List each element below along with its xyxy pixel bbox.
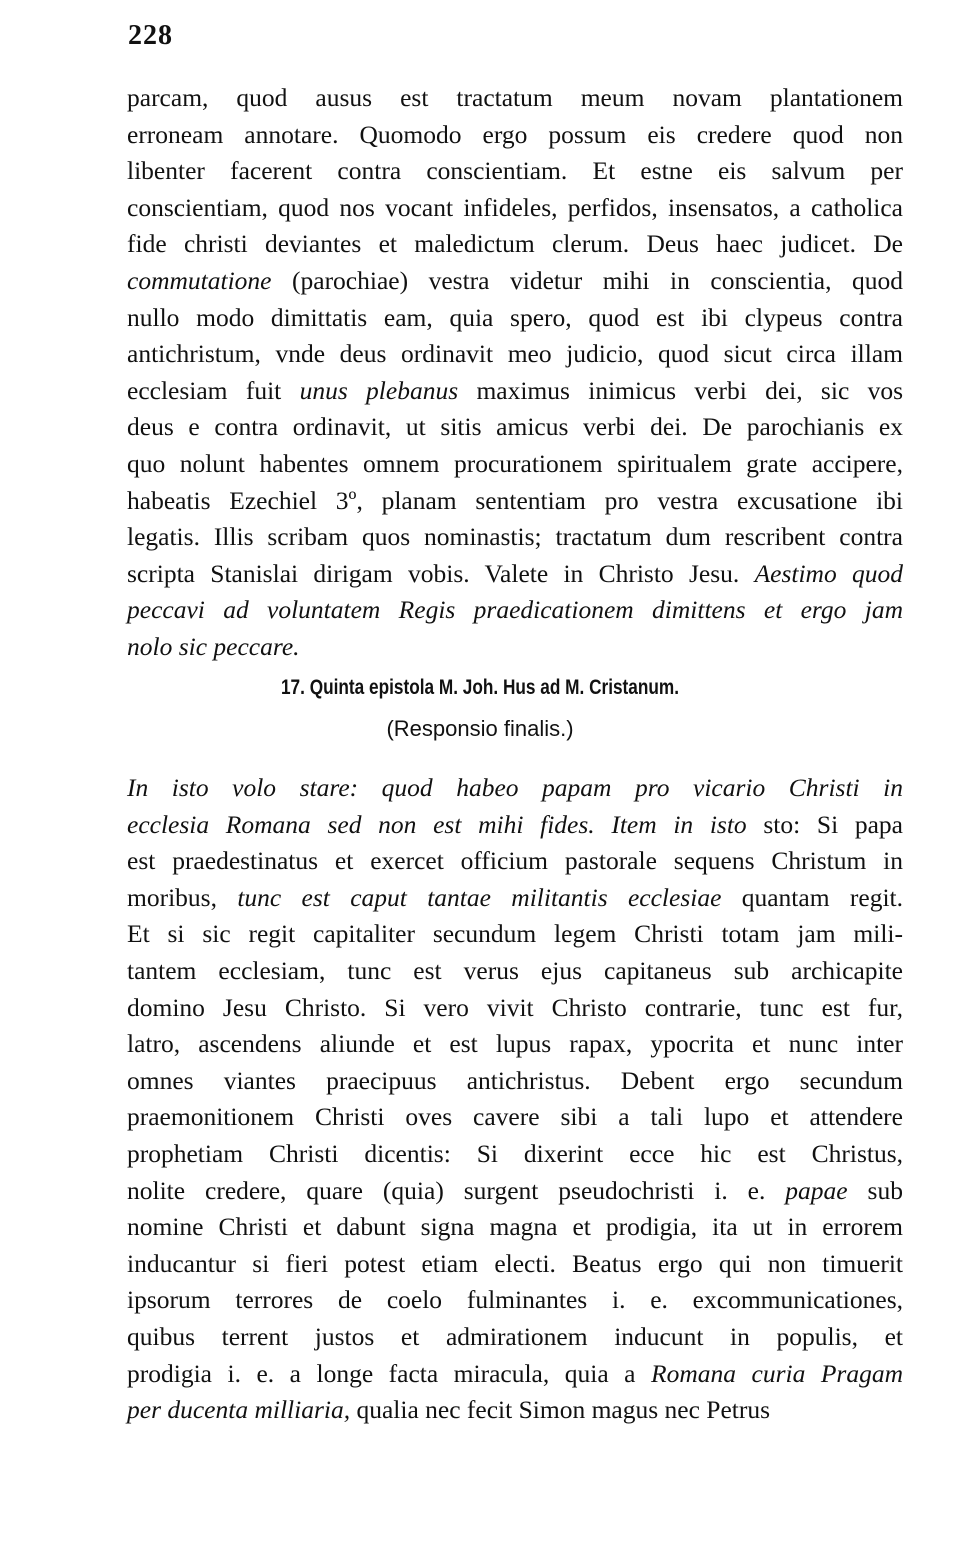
text-line: [127, 556, 903, 593]
italic-text: papae: [785, 1175, 848, 1205]
text-line: [127, 953, 903, 990]
italic-text: unus plebanus: [299, 375, 459, 405]
text-line: [127, 843, 903, 880]
roman-text: scripta Stanislai dirigam vobis. Valete in Christo Jesu.: [127, 558, 755, 588]
text-line: [127, 1246, 903, 1283]
italic-text: Aestimo quod: [754, 558, 904, 588]
roman-text: nullo modo dimittatis eam, quia spero, quod est ibi clypeus contra: [127, 302, 903, 332]
roman-text: domino Jesu Christo. Si vero vivit Christo contrarie, tunc est fur,: [127, 992, 903, 1022]
italic-text: tunc est caput tantae militantis ecclesiae: [237, 882, 722, 912]
text-line: [127, 1319, 903, 1356]
roman-text: nolite credere, quare (quia) surgent pseudochristi i. e.: [127, 1175, 786, 1205]
text-line: [127, 190, 903, 227]
italic-text: peccavi ad voluntatem Regis praedicationem dimittens et ergo jam: [127, 595, 903, 625]
text-line: [127, 1063, 903, 1100]
italic-text: per ducenta milliaria,: [127, 1395, 351, 1425]
text-line: [127, 80, 903, 117]
roman-text: ipsorum terrores de coelo fulminantes i. e. excommunicationes,: [127, 1285, 903, 1315]
letter-heading: 17. Quinta epistola M. Joh. Hus ad M. Cristanum.: [280, 676, 680, 699]
italic-text: In isto volo stare: quod habeo papam pro vicario Christi in: [127, 773, 903, 802]
text-line: [127, 117, 903, 154]
roman-text: prophetiam Christi dicentis: Si dixerint ecce hic est Christus,: [127, 1138, 903, 1168]
roman-text: inducantur si fieri potest etiam electi. Beatus ergo qui non timuerit: [127, 1248, 903, 1278]
roman-text: tantem ecclesiam, tunc est verus ejus capitaneus sub archicapite: [127, 955, 903, 985]
text-line: [127, 916, 903, 953]
text-line: [127, 409, 903, 446]
roman-text: maximus inimicus verbi dei, sic vos: [458, 375, 903, 405]
roman-text: moribus,: [127, 882, 238, 912]
text-line: [127, 483, 903, 520]
text-line: [127, 373, 903, 410]
text-line: [127, 226, 903, 263]
roman-text: est praedestinatus et exercet officium pastorale sequens Christum in: [127, 846, 903, 876]
roman-text: legatis. Illis scribam quos nominastis; tractatum dum rescribent contra: [127, 522, 903, 552]
text-line: [127, 1282, 903, 1319]
text-line: [127, 263, 903, 300]
text-line: [127, 300, 903, 337]
text-line: [127, 519, 903, 556]
roman-text: libenter facerent contra conscientiam. Et estne eis salvum per: [127, 156, 903, 186]
roman-text: praemonitionem Christi oves cavere sibi a tali lupo et attendere: [127, 1102, 903, 1132]
text-line: [127, 880, 903, 917]
text-line: [127, 1136, 903, 1173]
roman-text: antichristum, vnde deus ordinavit meo judicio, quod sicut circa illam: [127, 339, 903, 369]
italic-text: ecclesia Romana sed non est mihi fides. Item in isto: [127, 809, 747, 839]
italic-text: nolo sic peccare.: [127, 631, 300, 661]
roman-text: omnes viantes praecipuus antichristus. Debent ergo secundum: [127, 1065, 903, 1095]
roman-text: qualia nec fecit Simon magus nec Petrus: [350, 1395, 771, 1425]
roman-text: erroneam annotare. Quomodo ergo possum eis credere quod non: [127, 119, 903, 149]
roman-text: Et si sic regit capitaliter secundum legem Christi totam jam mili-: [127, 919, 903, 949]
text-line: [127, 1392, 903, 1429]
italic-text: Romana curia Pragam: [651, 1358, 903, 1388]
paragraph-letter-16-ending: [127, 80, 903, 666]
roman-text: ecclesiam fuit: [127, 375, 300, 405]
letter-subheading: (Responsio finalis.): [386, 716, 574, 741]
text-line: [127, 153, 903, 190]
roman-text: quo nolunt habentes omnem procurationem spiritualem grate accipere,: [127, 448, 903, 478]
roman-text: nomine Christi et dabunt signa magna et prodigia, ita ut in errorem: [127, 1212, 903, 1242]
roman-text: deus e contra ordinavit, ut sitis amicus verbi dei. De parochianis ex: [127, 412, 903, 442]
text-line: [127, 446, 903, 483]
roman-text: quibus terrent justos et admirationem inducunt in populis, et: [127, 1321, 903, 1351]
roman-text: prodigia i. e. a longe facta miracula, quia a: [127, 1358, 651, 1388]
paragraph-letter-17-body: [127, 770, 903, 1429]
italic-text: commutatione: [127, 265, 272, 295]
roman-text: sto: Si papa: [746, 809, 903, 839]
roman-text: conscientiam, quod nos vocant infideles, perfidos, insensatos, a catholica: [127, 192, 903, 222]
roman-text: (parochiae) vestra videtur mihi in conscientia, quod: [271, 265, 903, 295]
roman-text: fide christi deviantes et maledictum clerum. Deus haec judicet. De: [127, 229, 903, 259]
roman-text: habeatis Ezechiel 3º, planam sententiam pro vestra excusatione ibi: [127, 485, 903, 515]
text-line: [127, 807, 903, 844]
text-line: [127, 1099, 903, 1136]
text-line: [127, 1026, 903, 1063]
text-line: [127, 1356, 903, 1393]
roman-text: parcam, quod ausus est tractatum meum novam plantationem: [127, 83, 903, 112]
roman-text: quantam regit.: [721, 882, 903, 912]
roman-text: sub: [847, 1175, 903, 1205]
page-number: 228: [128, 20, 173, 51]
roman-text: latro, ascendens aliunde et est lupus rapax, ypocrita et nunc inter: [127, 1029, 903, 1059]
text-line: [127, 629, 903, 666]
text-line: [127, 1209, 903, 1246]
text-line: [127, 336, 903, 373]
text-line: [127, 1173, 903, 1210]
text-line: [127, 990, 903, 1027]
text-line: [127, 592, 903, 629]
text-line: [127, 770, 903, 807]
